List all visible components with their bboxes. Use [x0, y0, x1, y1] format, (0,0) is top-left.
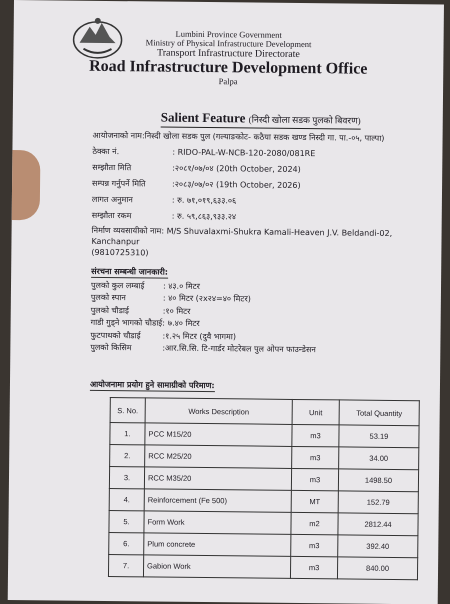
- col-description: Works Description: [145, 398, 292, 425]
- footpath-label: फुटपाथको चौडाई: [90, 330, 141, 341]
- row-description: Gabion Work: [143, 555, 290, 579]
- directorate-name: Transport Infrastructure Directorate: [156, 47, 300, 60]
- row-unit: m3: [291, 468, 338, 490]
- builder-row: [91, 225, 431, 262]
- row-quantity: 34.00: [339, 447, 419, 470]
- table-row: [109, 489, 418, 514]
- office-header: [13, 28, 444, 88]
- row-sno: 7.: [108, 555, 143, 577]
- row-unit: m3: [292, 424, 339, 446]
- row-quantity: 2812.44: [338, 513, 418, 536]
- row-quantity: 1498.50: [338, 469, 418, 492]
- row-sno: 4.: [109, 489, 144, 511]
- row-sno: 3.: [109, 467, 144, 489]
- row-unit: m2: [291, 512, 338, 534]
- row-description: Plum concrete: [144, 533, 291, 557]
- contract-amount-value: : रु. ५९,८६३,९३३.२४: [171, 211, 237, 221]
- row-sno: 1.: [110, 423, 145, 445]
- table-row: [109, 467, 418, 492]
- row-sno: 6.: [109, 533, 144, 555]
- carriageway-value: ७.४० मिटर: [167, 318, 200, 329]
- bridge-length-value: : ४३.० मिटर: [162, 281, 201, 291]
- materials-table: [108, 397, 420, 580]
- row-description: Form Work: [144, 511, 291, 535]
- table-row: [108, 555, 417, 580]
- materials-heading: आयोजनामा प्रयोग हुने सामाग्रीको परिमाण:: [89, 379, 215, 391]
- builder-label: निर्माण व्यवसायीको नाम:: [91, 225, 165, 236]
- contract-amount-row: [92, 207, 432, 227]
- title-main: Salient Feature: [160, 109, 246, 126]
- table-header-row: [110, 398, 419, 426]
- row-unit: m3: [292, 446, 339, 468]
- completion-date-value: :२०८३/०७/०२ (19th October, 2026): [172, 179, 301, 190]
- table-row: [110, 423, 419, 448]
- row-unit: m3: [290, 556, 337, 578]
- document-page: [8, 0, 444, 604]
- office-place: Palpa: [218, 76, 238, 87]
- table-row: [109, 511, 418, 536]
- bridge-width-label: पुलको चौडाई: [90, 305, 129, 315]
- project-info: [91, 127, 432, 262]
- office-name: Road Infrastructure Development Office: [89, 57, 368, 78]
- project-name-value: निस्दी खोला सडक पुल (गल्याङकोट- कठैया सडक खण्ड निस्दी गा. पा.-०५, पाल्पा): [144, 130, 385, 143]
- row-unit: m3: [291, 534, 338, 556]
- row-description: RCC M35/20: [144, 467, 291, 491]
- agreement-date-value: :२०८१/०७/०४ (20th October, 2024): [172, 163, 301, 174]
- row-description: RCC M25/20: [145, 445, 292, 469]
- row-quantity: 152.79: [338, 491, 418, 514]
- col-sno: S. No.: [110, 398, 145, 423]
- bridge-width-value: :१० मिटर: [162, 306, 191, 316]
- table-row: [109, 533, 418, 558]
- structure-info: [90, 279, 391, 357]
- document-title: [161, 110, 361, 130]
- row-quantity: 53.19: [339, 425, 419, 448]
- structure-row: [90, 341, 390, 357]
- row-description: Reinforcement (Fe 500): [144, 489, 291, 513]
- row-quantity: 840.00: [337, 557, 417, 580]
- province-name: Lumbini Province Government: [175, 28, 282, 40]
- carriageway-label: गाडी गुड्ने भागको चौडाई:: [90, 318, 165, 328]
- title-sub: (निस्दी खोला सडक पुलको बिवरण): [248, 114, 361, 126]
- row-unit: MT: [291, 490, 338, 512]
- bridge-span-value: : ४० मिटर (२x२४=४० मिटर): [162, 293, 251, 304]
- col-unit: Unit: [292, 399, 339, 424]
- builder-phone: (9810725310): [91, 247, 149, 258]
- contract-no-value: : RIDO-PAL-W-NCB-120-2080/081RE: [172, 147, 316, 158]
- bridge-type-label: पुलको किसिम: [90, 343, 132, 353]
- thumb: [8, 150, 41, 220]
- contract-no-label: ठेक्का नं.: [92, 146, 120, 156]
- completion-date-label: सम्पन्न गर्नुपर्ने मिति: [92, 178, 146, 188]
- row-sno: 2.: [110, 445, 145, 467]
- project-name-label: आयोजनाको नाम:: [92, 130, 145, 140]
- row-sno: 5.: [109, 511, 144, 533]
- bridge-length-label: पुलको कुल लम्बाई: [90, 280, 145, 291]
- contract-amount-label: सम्झौता रकम: [91, 210, 132, 220]
- builder-value: M/S Shuvalaxmi-Shukra Kamali-Heaven J.V. Beldandi-02, Kanchanpur: [91, 226, 393, 247]
- structure-heading: संरचना सम्बन्धी जानकारी:: [91, 266, 169, 277]
- row-quantity: 392.40: [338, 535, 418, 558]
- cost-estimate-label: लागत अनुमान: [91, 194, 133, 204]
- col-quantity: Total Quantity: [339, 400, 419, 426]
- ministry-name: Ministry of Physical Infrastructure Development: [145, 37, 312, 50]
- row-description: PCC M15/20: [145, 423, 292, 447]
- footpath-value: :१.२५ मिटर (दुवै भागमा): [162, 331, 237, 342]
- bridge-type-value: :आर.सि.सि. टि-गार्डर मोटरेबल पुल ओपन फाउन्डेसन: [162, 343, 316, 355]
- cost-estimate-value: : रु. ७१,०१९,६३३.०६: [171, 195, 237, 205]
- table-row: [110, 445, 419, 470]
- agreement-date-label: सम्झौता मिति: [92, 162, 132, 172]
- bridge-span-label: पुलको स्पान: [90, 293, 126, 303]
